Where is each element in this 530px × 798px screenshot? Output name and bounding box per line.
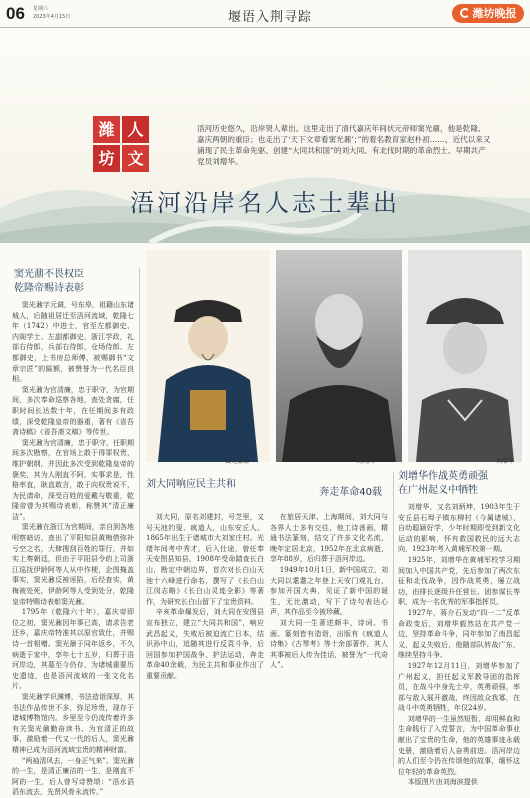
bearded-man-photo-image xyxy=(276,250,402,462)
stamp-char: 文 xyxy=(122,145,149,172)
portrait-liu-datong xyxy=(276,250,402,462)
article2-headline-b: 奔走革命40载 xyxy=(319,487,382,498)
newspaper-logo: 潍坊晚报 xyxy=(452,4,524,23)
article3-body: 刘增华，又名刘炳坤，1903年生于安丘县石埠子镇东柳村（今属诸城），自幼聪颖好学，少年时期即受到新文化运动的影响，怀有救国救民的远大志向，1923年考入黄埔军校第一期。 1925年，刘增华在黄埔军校学习期间加入中国共产党，先后参加了两次东征和北伐战争，因作战英勇，屡立战功，由排长逐级升任营长、团参谋长等职，成为一名优秀的军事指挥员。 1927年，蒋介石发动“四一二”反革命政变后，刘增华毅然站在共产党一边，坚持革命斗争，同年参加了南昌起义，起义失败后，他随部队转战广东，继续坚持斗争。 1927年12月11日，刘增华参加了广州起义，担任起义军教导团的指挥员，在战斗中身先士卒，英勇顽强，率部与敌人展开激战，终因敌众我寡，在战斗中英勇牺牲，年仅24岁。 刘增华的一生虽然短暂，却用鲜血和生命践行了入党誓言，为中国革命事业献出了宝贵的生命，他的英雄事迹永载史册，激励着后人奋勇前进。浯河岸边的人们至今仍在传颂他的故事，缅怀这位年轻的革命英烈。 本版图片由刘海滨提供 xyxy=(398,503,520,787)
feature-intro: 浯河历史悠久，沿岸贤人辈出。这里走出了清代嘉庆年间状元帝师窦光鼐，他是乾隆、嘉庆两朝的重臣；也走出了‘天下文章看窦光鼐’；”的着名教育家赵朴初……，近代以来又涌现了民主革命先驱、创建“大同共和国”的刘大同、有北伐时期的革命烈士、早期共产党员刘增华。 xyxy=(197,124,491,166)
article1-body: 窦光鼐字元调，号东皋，祖籍山东诸城人，后随祖居迁至浯河流域，乾隆七年（1742）中进士，官至左都御史、内阁学士、左副都御史，浙江学政，礼部右侍郎，兵部右侍郎，仓场侍郎、左都御史，上书房总师傅，被赐御书“文章宗匠”的匾额，被赞誉为一代名臣良相。 窦光鼐为官清廉，忠于职守，为官期间，多次奉命巡察各地，查处贪腐，任职时间长达数十年，在任期间多有政绩，深受乾隆皇帝的器重，著有《省吾斋诗稿》《省吾斋文稿》等传世。 窦光鼐为官清廉，忠于职守，任职期间多次勘察，在官场上敢于得罪权贵，维护朝纲，并因此多次受到乾隆皇帝的褒奖，其为人刚直不阿，实事求是，性格率直，耿直敢言，敢于向权贵说不，为民请命，深受百姓的爱戴与敬重，乾隆帝曾为其赐诗表彰，称赞其“清正廉洁”。 窦光鼐在浙江为官期间，亲自到各地明察暗访，查出了平阳知县黄梅借弥补亏空之名，大肆搜刮百姓的罪行，并如实上奏朝廷，但由于平阳县令的上司浙江巡抚伊龄阿等人从中作梗，企图掩盖事实，窦光鼐反被诬陷，后经查实，黄梅被处死，伊龄阿等人受到处分，乾隆皇帝特赐诗表彰窦光鼐。 1795年（乾隆六十年），嘉庆帝即位之初，窦光鼐因年事已高，请求告老还乡，嘉庆帝特准其以原官致仕，并赐诗一首相赠。窦光鼐于同年返乡，不久病逝于家中，享年七十五岁，归葬于浯河岸边，其墓至今仍存，为诸城重要历史遗迹，也是浯河流域的一张文化名片。 窦光鼐学识渊博，书法造诣深厚，其书法作品传世不多，弥足珍贵，现存于诸城博物馆内。乡里至今仍流传着许多有关窦光鼐勤奋读书、为官清正的故事，激励着一代又一代的后人，窦光鼐精神已成为浯河流域宝贵的精神财富。 “两袖清风去，一身正气来”。窦光鼐的一生，是清正廉洁的一生，是刚直不阿的一生，后人曾写诗赞颂：“浯水滔滔东流去，先贤风骨永流传。” xyxy=(12,301,134,797)
stamp-char: 坊 xyxy=(93,145,120,172)
portrait-liu-zenghua xyxy=(408,250,522,462)
photo-caption: 刘大同 xyxy=(356,458,375,465)
column-divider xyxy=(139,268,140,768)
article2-body-col1: 刘大同，原名刘建封，号芝里，又号天池钓叟、疯道人，山东安丘人。1865年出生于诸城市大刘家庄村。光绪年间考中秀才，后入仕途，曾任奉天安图县知县，1908年受命踏查长白山，勘定中朝边界，首次对长白山天池十六峰进行命名，撰写了《长白山江岗志略》《长白山灵迹全影》等著作，为研究长白山留下了宝贵资料。 辛亥革命爆发后，刘大同在安图县宣布独立，建立“大同共和国”，响应武昌起义，失败后被迫流亡日本，结识孙中山，追随其进行反袁斗争，后回国参加护国战争、护法运动，奔走革命40余载，为民主共和事业作出了重要贡献。 xyxy=(146,513,264,680)
stamp-char: 潍 xyxy=(93,116,120,143)
article3-headline: 刘增华作战英勇顽强 在广州起义中牺牲 xyxy=(398,471,488,496)
qing-official-portrait-image xyxy=(146,250,270,462)
photo-caption: 窦光鼐像 xyxy=(225,458,250,465)
humanities-stamp xyxy=(93,116,151,174)
article1-headline: 窦光鼐不畏权臣 乾隆帝赐诗表彰 xyxy=(14,269,84,294)
column-divider xyxy=(393,472,394,768)
photo-caption: 刘增华 xyxy=(496,458,515,465)
article2-headline-a: 刘大同响应民主共和 xyxy=(146,479,236,490)
soldier-in-cap-photo-image xyxy=(408,250,522,462)
article2-body-col2: 在旅居天津、上海期间，刘大同与各界人士多有交往，他工诗善画，精通书法篆刻，结交了许多文化名流，晚年定居北京，1952年在北京病逝，享年88岁，后归葬于浯河岸边。 1949年10月1日，新中国成立，刘大同以耄耋之年登上天安门观礼台，参加开国大典，见证了新中国的诞生，无比激动，写下了诗句表达心声，其作品至今被珍藏。 刘大同一生著述颇丰，诗词、书画、篆刻皆有造诣，出版有《疯道人诗集》《古琴考》等十余部著作，其人其事被后人传为佳话，被誉为“一代奇人”。 xyxy=(270,513,388,670)
issue-date: 星期六 2023年4月15日 xyxy=(33,6,71,20)
page-number: 06 xyxy=(6,4,25,23)
logo-swirl-icon xyxy=(460,8,470,18)
stamp-char: 人 xyxy=(122,116,149,143)
portrait-dou-guangnai xyxy=(146,250,270,462)
page-header xyxy=(0,0,530,28)
feature-title: 浯河沿岸名人志士辈出 xyxy=(130,189,400,217)
section-title: 堰语入荆寻踪 xyxy=(228,10,313,25)
